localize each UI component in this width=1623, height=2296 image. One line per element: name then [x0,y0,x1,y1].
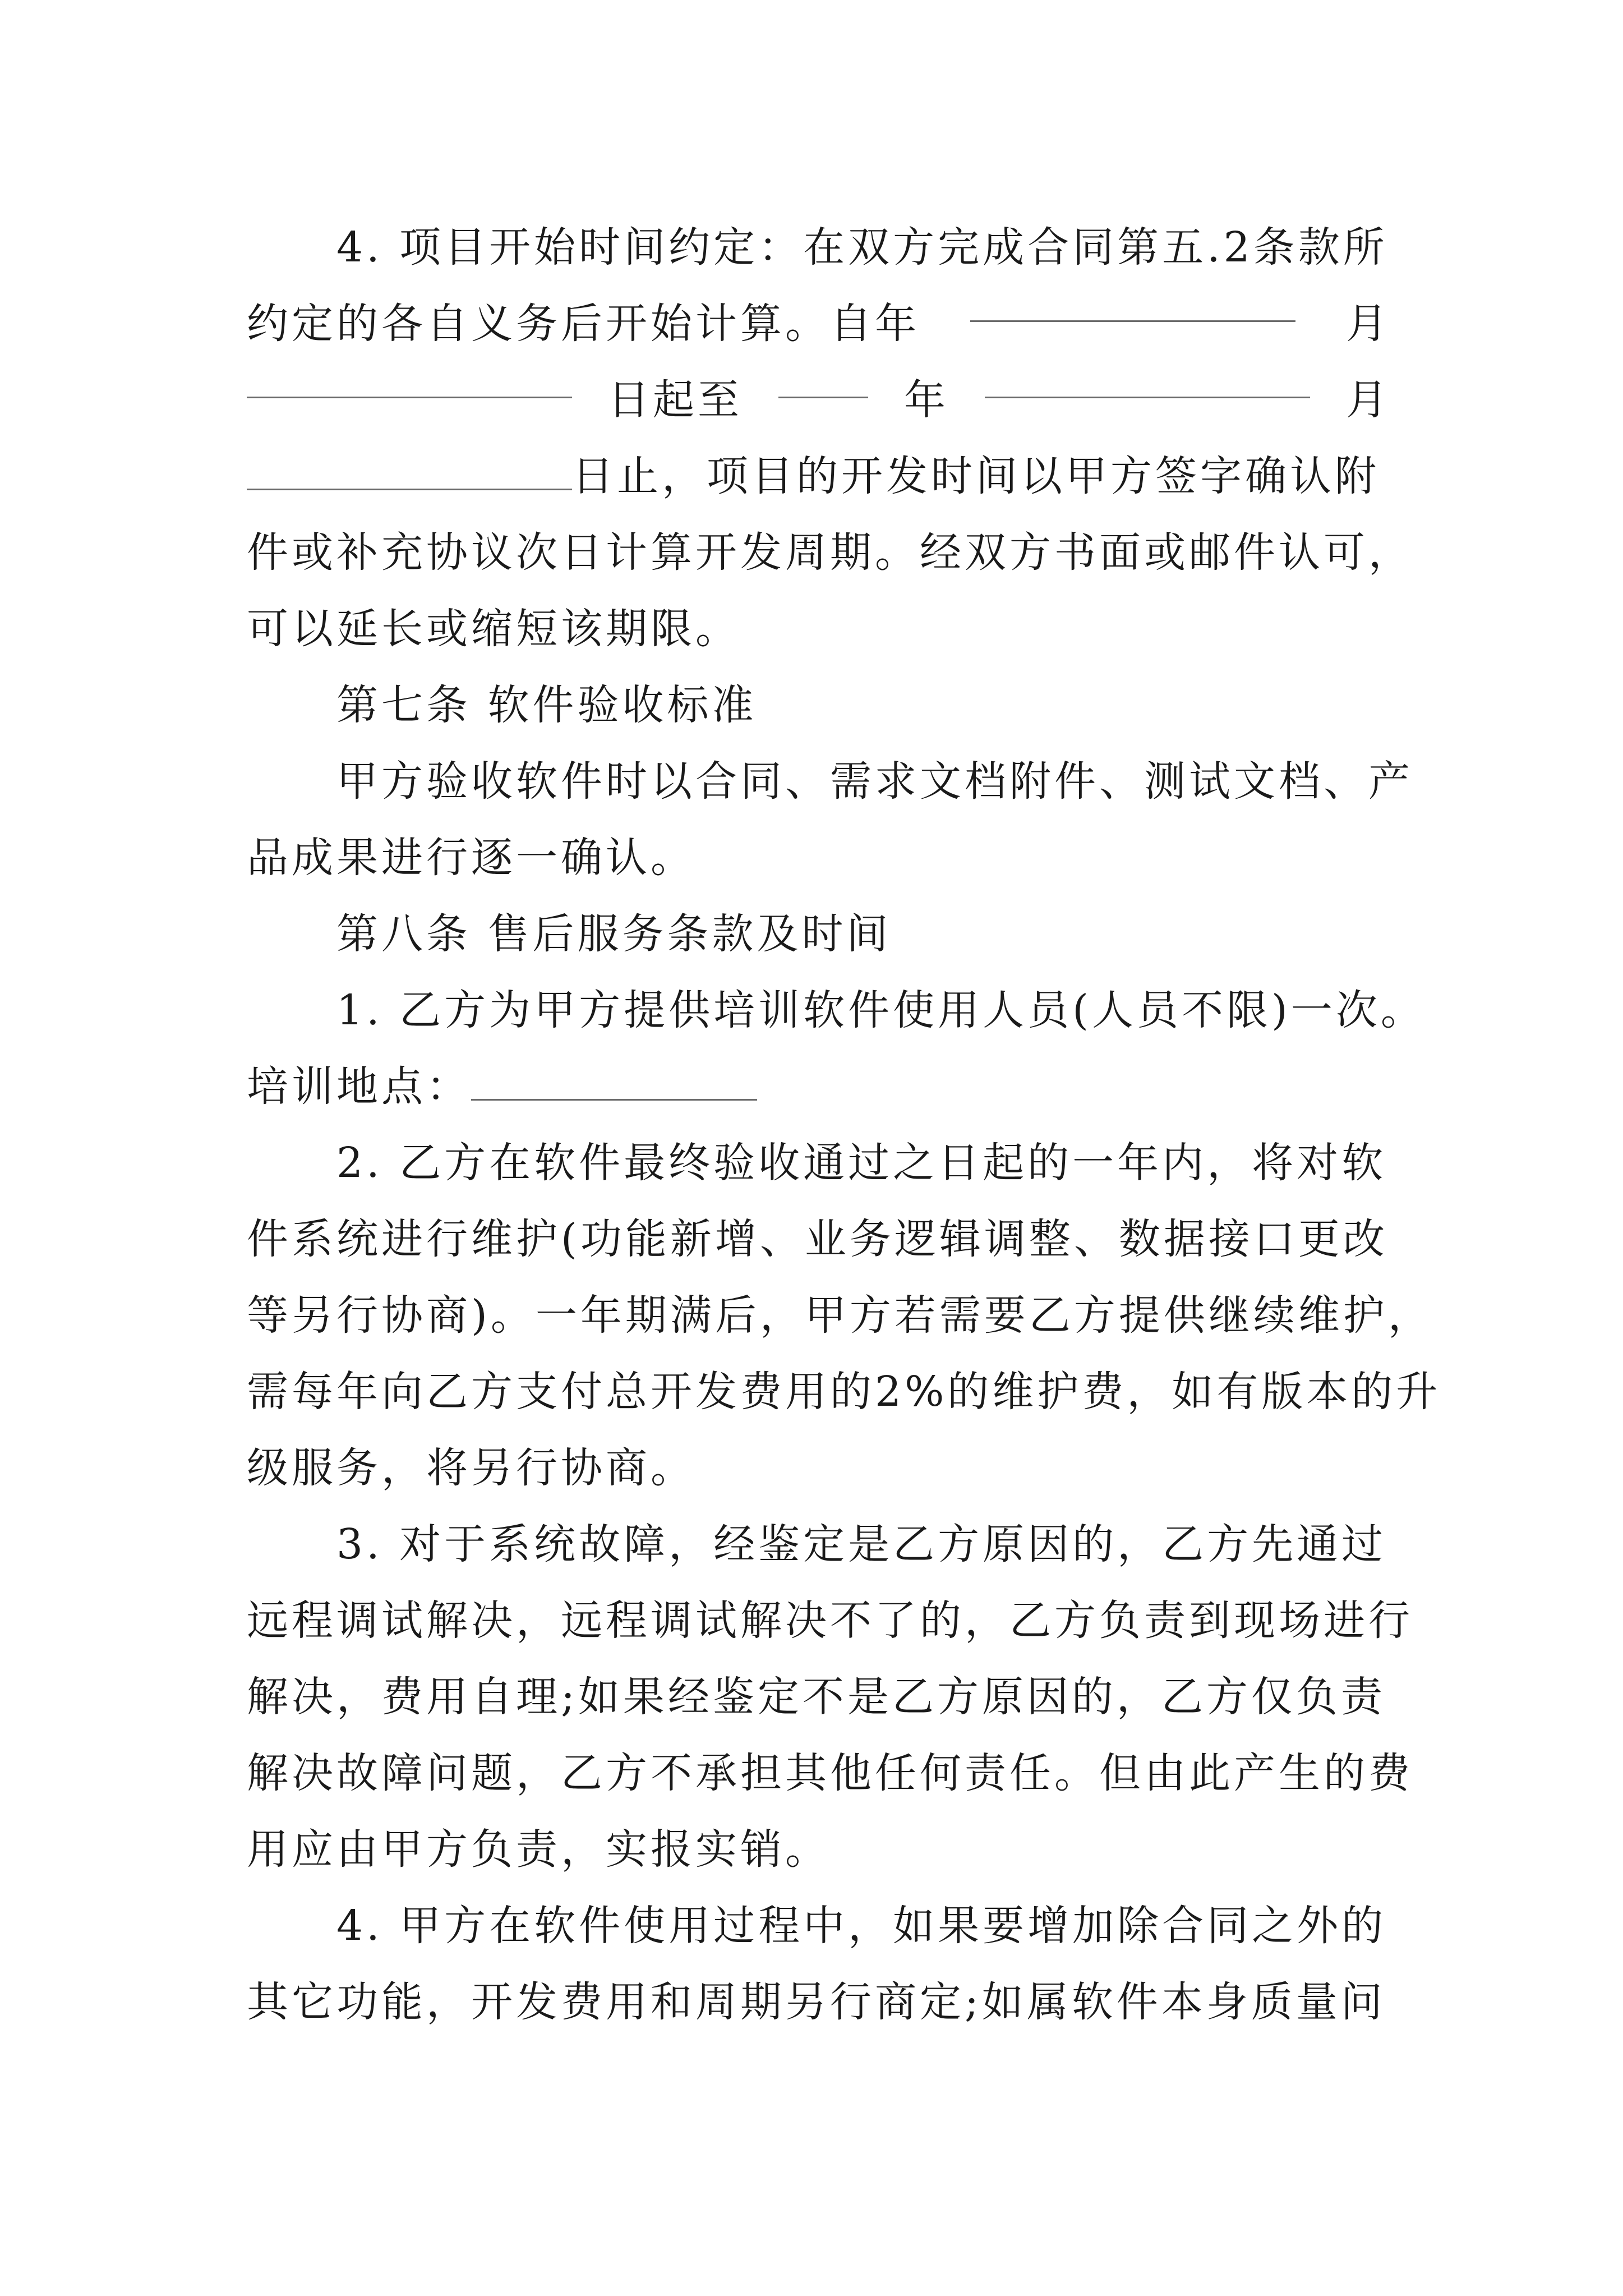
month-label-1: 月 [1346,300,1391,348]
article-7-heading: 第七条 软件验收标准 [336,681,757,729]
item4-line-4 [247,437,1391,516]
item4-line-3 [247,361,1391,439]
training-location-label: 培训地点： [247,1062,471,1111]
article-8-3-line-2: 远程调试解决，远程调试解决不了的，乙方负责到现场进行 [247,1596,1413,1645]
item4-line-4-text: 日止，项目的开发时间以甲方签字确认附 [572,452,1380,500]
article-8-3-line-3: 解决，费用自理;如果经鉴定不是乙方原因的，乙方仅负责 [247,1673,1386,1721]
item4-line-2 [247,284,1391,363]
article-8-2-line-3: 等另行协商)。一年期满后，甲方若需要乙方提供继续维护， [247,1291,1433,1340]
article-7-line-2: 品成果进行逐一确认。 [247,834,695,882]
year-label: 年 [904,376,949,424]
article-8-2-line-2: 件系统进行维护(功能新增、业务逻辑调整、数据接口更改 [247,1215,1388,1263]
article-8-heading: 第八条 售后服务条款及时间 [336,910,892,958]
article-8-4-line-1: 4. 甲方在软件使用过程中，如果要增加除合同之外的 [336,1902,1387,1950]
article-8-1-line-1: 1. 乙方为甲方提供培训软件使用人员(人员不限)一次。 [336,986,1426,1034]
day-from-label: 日起至 [608,376,743,424]
item4-line-5: 件或补充协议次日计算开发周期。经双方书面或邮件认可， [247,528,1413,577]
item4-line-1: 4. 项目开始时间约定：在双方完成合同第五.2条款所 [336,223,1388,272]
training-location-blank[interactable] [471,1063,757,1101]
article-7-line-1: 甲方验收软件时以合同、需求文档附件、测试文档、产 [336,757,1413,806]
article-8-3-line-1: 3. 对于系统故障，经鉴定是乙方原因的，乙方先通过 [336,1520,1387,1568]
day-blank-2[interactable] [247,453,572,490]
day-blank-1[interactable] [247,361,572,398]
item4-line-2-text: 约定的各自义务后开始计算。自年 [247,300,920,348]
article-8-2-line-1: 2. 乙方在软件最终验收通过之日起的一年内，将对软 [336,1139,1387,1187]
article-8-3-line-5: 用应由甲方负责，实报实销。 [247,1825,830,1874]
article-8-1-line-2 [247,1047,1391,1126]
article-8-4-line-2: 其它功能，开发费用和周期另行商定;如属软件本身质量问 [247,1978,1386,2026]
year-blank[interactable] [778,361,868,398]
article-8-2-line-5: 级服务，将另行协商。 [247,1444,695,1492]
month-label-2: 月 [1346,376,1391,424]
article-8-2-line-4: 需每年向乙方支付总开发费用的2%的维护费，如有版本的升 [247,1368,1441,1416]
month-blank-1[interactable] [970,284,1295,322]
month-blank-2[interactable] [985,361,1310,398]
article-8-3-line-4: 解决故障问题，乙方不承担其他任何责任。但由此产生的费 [247,1749,1413,1797]
item4-line-6: 可以延长或缩短该期限。 [247,605,740,653]
